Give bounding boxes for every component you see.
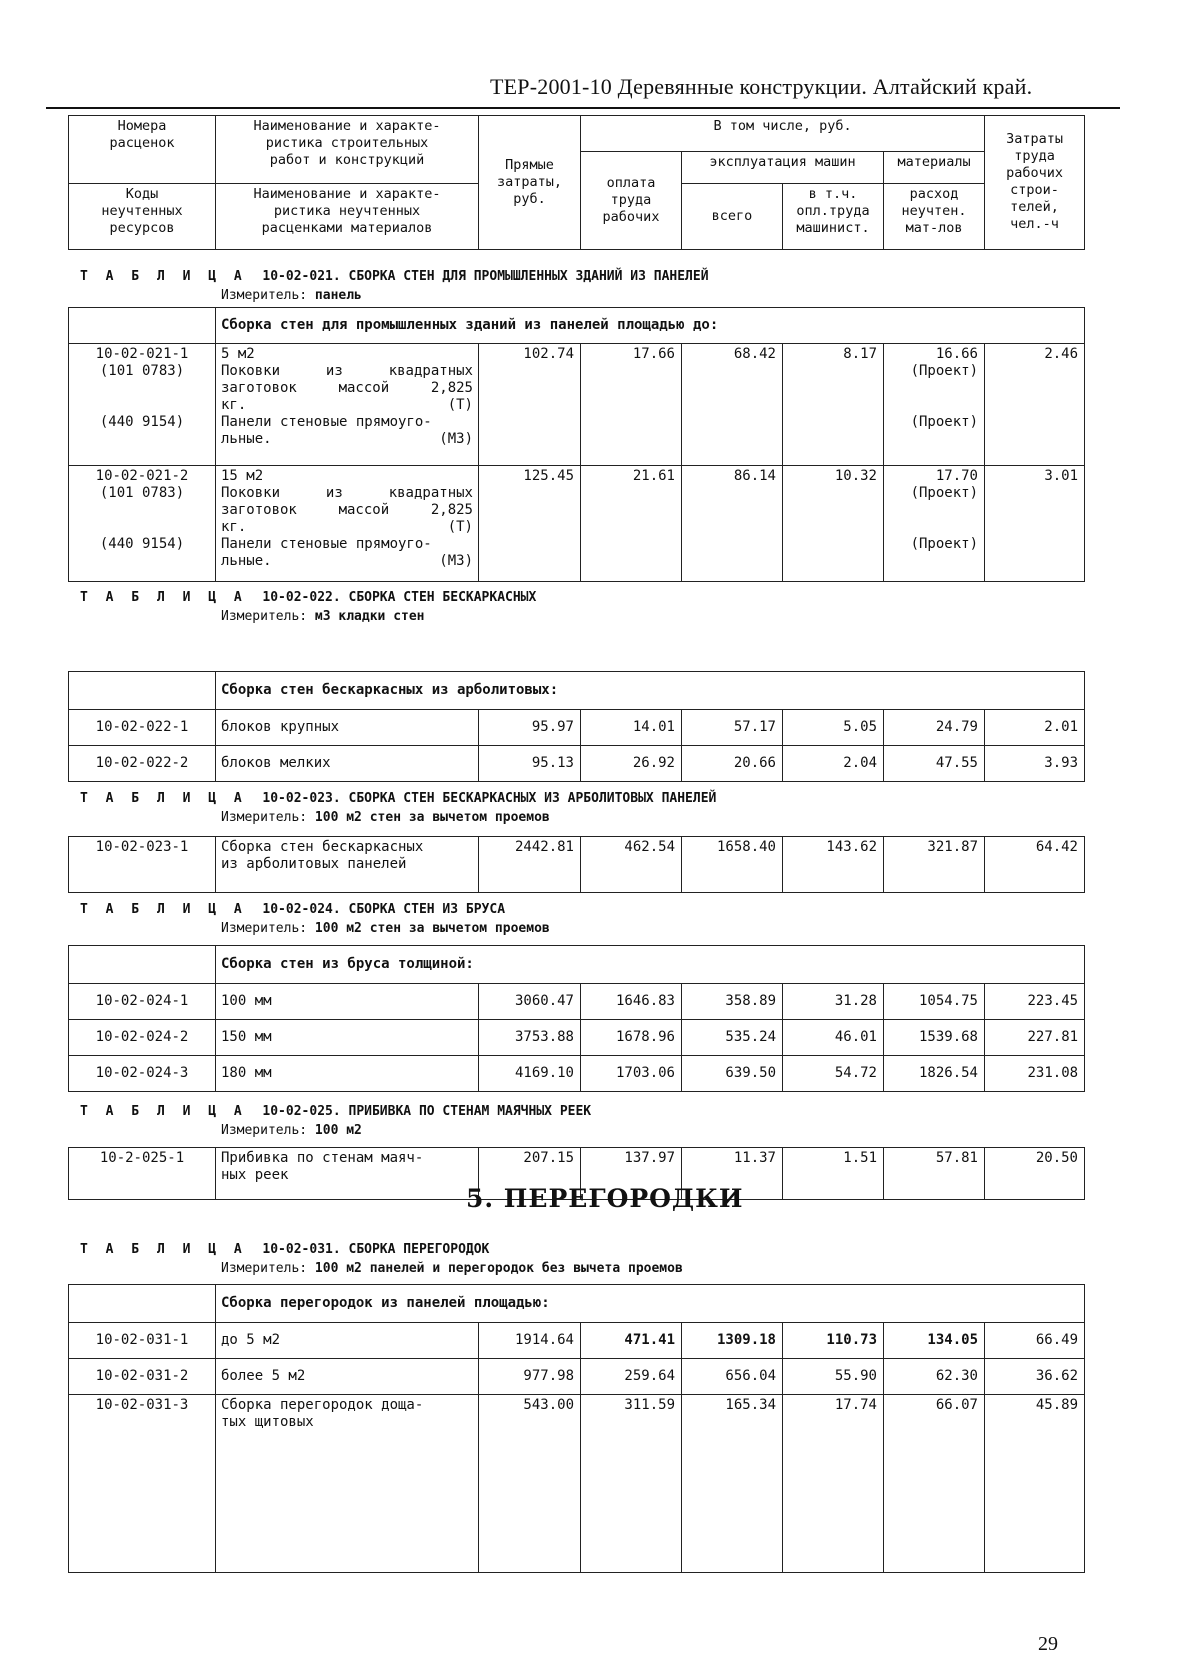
column-header-table [68,115,1085,250]
group-row [69,672,1085,710]
table-row: 10-02-031-1 до 5 м2 1914.64 471.41 1309.18 110.73 134.05 66.49 [69,1323,1085,1359]
group-title: Сборка стен для промышленных зданий из панелей площадью до: [216,308,1085,344]
group-title: Сборка стен из бруса толщиной: [216,946,1085,984]
table-row: 10-02-024-2 150 мм 3753.88 1678.96 535.24 46.01 1539.68 227.81 [69,1020,1085,1056]
header-including: В том числе, руб. [581,116,985,152]
header-rule [46,107,1120,109]
table-row: 10-02-022-1 блоков крупных 95.97 14.01 57.17 5.05 24.79 2.01 [69,710,1085,746]
table-row: 10-02-024-3 180 мм 4169.10 1703.06 639.50 54.72 1826.54 231.08 [69,1056,1085,1092]
table-caption-031: Т А Б Л И Ц А 10-02-031. СБОРКА ПЕРЕГОРОДОК Измеритель: 100 м2 панелей и перегородок без вычета проемов [80,1242,683,1276]
table-caption-023: Т А Б Л И Ц А 10-02-023. СБОРКА СТЕН БЕСКАРКАСНЫХ ИЗ АРБОЛИТОВЫХ ПАНЕЛЕЙ Измеритель: 100 м2 стен за вычетом проемов [80,791,717,825]
table-row: 10-02-031-2 более 5 м2 977.98 259.64 656.04 55.90 62.30 36.62 [69,1359,1085,1395]
group-title: Сборка стен бескаркасных из арболитовых: [216,672,1085,710]
table-row: 10-02-021-1 (101 0783) (440 9154) 5 м2 Поковки из квадратных заготовок массой 2,825 кг. (Т) Панели стеновые прямоуго- льные. (М3) 102.74 17.66 68.42 8.17 16.66 (Проект) (Проект) 2.46 [69,344,1085,466]
table-022 [68,671,1085,782]
table-row: 10-02-022-2 блоков мелких 95.13 26.92 20.66 2.04 47.55 3.93 [69,746,1085,782]
header-direct-costs: Прямые затраты, руб. [479,116,581,250]
header-machines-total: всего [682,184,783,250]
group-row [69,946,1085,984]
table-023 [68,836,1085,893]
table-row: 10-2-025-1 Прибивка по стенам маяч- ных реек 207.15 137.97 11.37 1.51 57.81 20.50 [69,1148,1085,1200]
table-row: 10-02-031-3 Сборка перегородок доща- тых щитовых 543.00 311.59 165.34 17.74 66.07 45.89 [69,1395,1085,1573]
page-title: ТЕР-2001-10 Деревянные конструкции. Алтайский край. [490,74,1033,99]
table-caption-021: Т А Б Л И Ц А 10-02-021. СБОРКА СТЕН ДЛЯ ПРОМЫШЛЕННЫХ ЗДАНИЙ ИЗ ПАНЕЛЕЙ Измеритель: панель [80,269,709,303]
group-title: Сборка перегородок из панелей площадью: [216,1285,1085,1323]
header-resource-codes: Коды неучтенных ресурсов [69,184,216,250]
table-row: 10-02-021-2 (101 0783) (440 9154) 15 м2 Поковки из квадратных заготовок массой 2,825 кг. (Т) Панели стеновые прямоуго- льные. (М3) 125.45 21.61 86.14 10.32 17.70 (Проект) (Проект) 3.01 [69,466,1085,582]
table-caption-025: Т А Б Л И Ц А 10-02-025. ПРИБИВКА ПО СТЕНАМ МАЯЧНЫХ РЕЕК Измеритель: 100 м2 [80,1104,592,1138]
table-row: 10-02-024-1 100 мм 3060.47 1646.83 358.89 31.28 1054.75 223.45 [69,984,1085,1020]
header-material-consumption: расход неучтен. мат-лов [884,184,985,250]
table-024 [68,945,1085,1092]
group-row [69,1285,1085,1323]
group-row [69,308,1085,344]
header-materials: материалы [884,152,985,184]
header-machines: эксплуатация машин [682,152,884,184]
table-031 [68,1284,1085,1573]
header-wages: оплата труда рабочих [581,152,682,250]
table-caption-024: Т А Б Л И Ц А 10-02-024. СБОРКА СТЕН ИЗ БРУСА Измеритель: 100 м2 стен за вычетом проемов [80,902,550,936]
header-material-name: Наименование и характе- ристика неучтенных расценками материалов [216,184,479,250]
page-number: 29 [1038,1633,1058,1655]
header-work-name: Наименование и характе- ристика строительных работ и конструкций [216,116,479,184]
table-row: 10-02-023-1 Сборка стен бескаркасных из арболитовых панелей 2442.81 462.54 1658.40 143.62 321.87 64.42 [69,837,1085,893]
header-machinist-wages: в т.ч. опл.труда машинист. [783,184,884,250]
header-labor: Затраты труда рабочих строи- телей, чел.-ч [985,116,1085,250]
table-caption-022: Т А Б Л И Ц А 10-02-022. СБОРКА СТЕН БЕСКАРКАСНЫХ Измеритель: м3 кладки стен [80,590,537,624]
header-rate-numbers: Номера расценок [69,116,216,184]
section-title: 5. ПЕРЕГОРОДКИ [466,1184,744,1213]
table-021 [68,307,1085,582]
